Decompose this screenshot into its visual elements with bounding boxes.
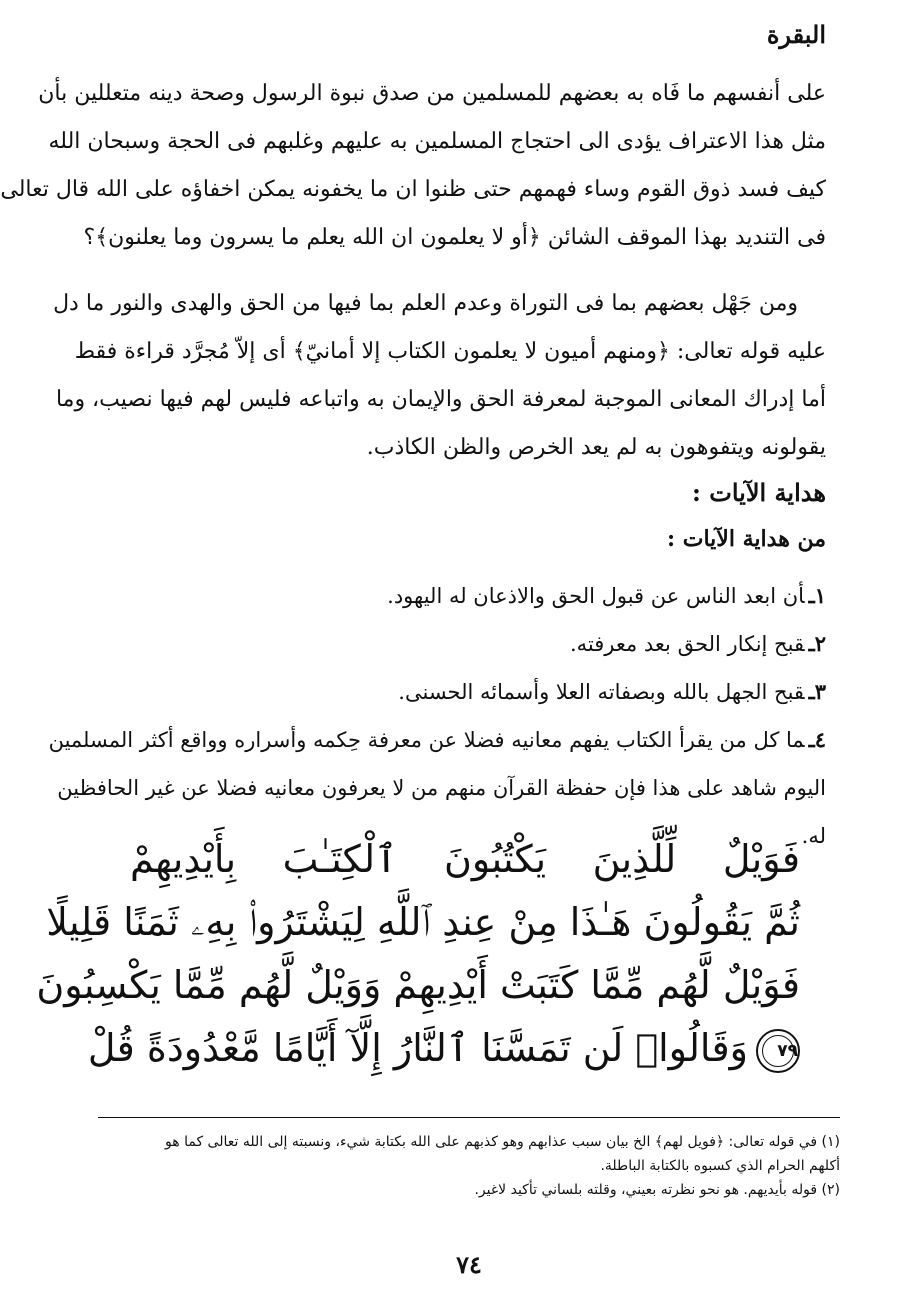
verse-text: وَقَالُوا۟ لَن تَمَسَّنَا ٱلنَّارُ إِلَّآ أَيَّامًا مَّعْدُودَةً قُلْ <box>87 1026 748 1070</box>
quran-verse-block <box>36 828 800 1080</box>
text-line: أما إدراك المعانى الموجبة لمعرفة الحق والإيمان به واتباعه فليس لهم فيها نصيب، وما <box>55 387 826 412</box>
footnote-line: (٢) قوله بأيديهم. هو نحو نظرته بعيني، وقلته بلساني تأكيد لاغير. <box>474 1182 840 1198</box>
footnote-line: (١) في قوله تعالى: ﴿فويل لهم﴾ الخ بيان سبب عذابهم وهو كذبهم على الله بكتابة شيء، ونسبته إلى الله تعالى كما هو <box>165 1134 840 1150</box>
footnote-line: أكلهم الحرام الذي كسبوه بالكتابة الباطلة. <box>600 1158 840 1174</box>
list-item <box>86 572 826 620</box>
text-line: عليه قوله تعالى: ﴿ومنهم أميون لا يعلمون الكتاب إلا أمانيّ﴾ أى إلاّ مُجرَّد قراءة فقط <box>74 339 826 364</box>
page-number: ٧٤ <box>456 1250 482 1279</box>
verse-line: فَوَيْلٌ لَّهُم مِّمَّا كَتَبَتْ أَيْدِيهِمْ وَوَيْلٌ لَّهُم مِّمَّا يَكْسِبُونَ <box>36 963 800 1007</box>
verse-line: ثُمَّ يَقُولُونَ هَـٰذَا مِنْ عِندِ ٱللَّهِ لِيَشْتَرُوا۟ بِهِۦ ثَمَنًا قَلِيلًا <box>46 900 800 944</box>
list-item <box>86 620 826 668</box>
text-line: يقولونه ويتفوهون به لم يعد الخرص والظن الكاذب. <box>366 435 826 460</box>
verse-line: فَوَيْلٌ لِّلَّذِينَ يَكْتُبُونَ ٱلْكِتَـٰبَ بِأَيْدِيهِمْ <box>130 837 800 881</box>
item-text: ما كل من يقرأ الكتاب يفهم معانيه فضلا عن معرفة حِكمه وأسراره وواقع أكثر المسلمين <box>48 728 805 752</box>
footnote-divider <box>98 1117 840 1118</box>
commentary-paragraph-1 <box>0 70 826 262</box>
footnotes <box>98 1130 840 1202</box>
item-text-line: له. <box>801 824 826 848</box>
item-number: ١ـ <box>808 583 826 608</box>
text-line: كيف فسد ذوق القوم وساء فهمهم حتى ظنوا ان ما يخفونه يمكن اخفاؤه على الله قال تعالى <box>0 177 826 202</box>
item-text-line: اليوم شاهد على هذا فإن حفظة القرآن منهم من لا يعرفون معانيه فضلا عن غير الحافظين <box>57 776 826 800</box>
item-number: ٣ـ <box>808 679 826 704</box>
item-text: أن ابعد الناس عن قبول الحق والاذعان له اليهود. <box>387 584 805 608</box>
item-text: قبح الجهل بالله وبصفاته العلا وأسمائه الحسنى. <box>398 680 805 704</box>
commentary-paragraph-2 <box>53 280 826 472</box>
item-number: ٤ـ <box>808 727 826 752</box>
surah-header: البقرة <box>766 20 826 49</box>
item-number: ٢ـ <box>808 631 826 656</box>
section-subtitle: من هداية الآيات : <box>666 526 826 552</box>
item-text: قبح إنكار الحق بعد معرفته. <box>569 632 805 656</box>
guidance-list <box>48 572 826 860</box>
list-item <box>86 668 826 716</box>
verse-line <box>87 1017 800 1080</box>
item-text-line <box>48 716 826 764</box>
text-line: ومن جَهْل بعضهم بما فى التوراة وعدم العلم بما فيها من الحق والهدى والنور ما دل <box>53 291 798 316</box>
text-line: مثل هذا الاعتراف يؤدى الى احتجاج المسلمين به عليهم وغلبهم فى الحجة وسبحان الله <box>48 129 826 154</box>
text-line: على أنفسهم ما فَاه به بعضهم للمسلمين من صدق نبوة الرسول وصحة دينه متعللين بأن <box>38 81 826 106</box>
text-line: فى التنديد بهذا الموقف الشائن ﴿أو لا يعلمون ان الله يعلم ما يسرون وما يعلنون﴾؟ <box>83 225 826 250</box>
section-title: هداية الآيات : <box>692 478 826 507</box>
ayah-number-marker: ٧٩ <box>756 1029 800 1073</box>
